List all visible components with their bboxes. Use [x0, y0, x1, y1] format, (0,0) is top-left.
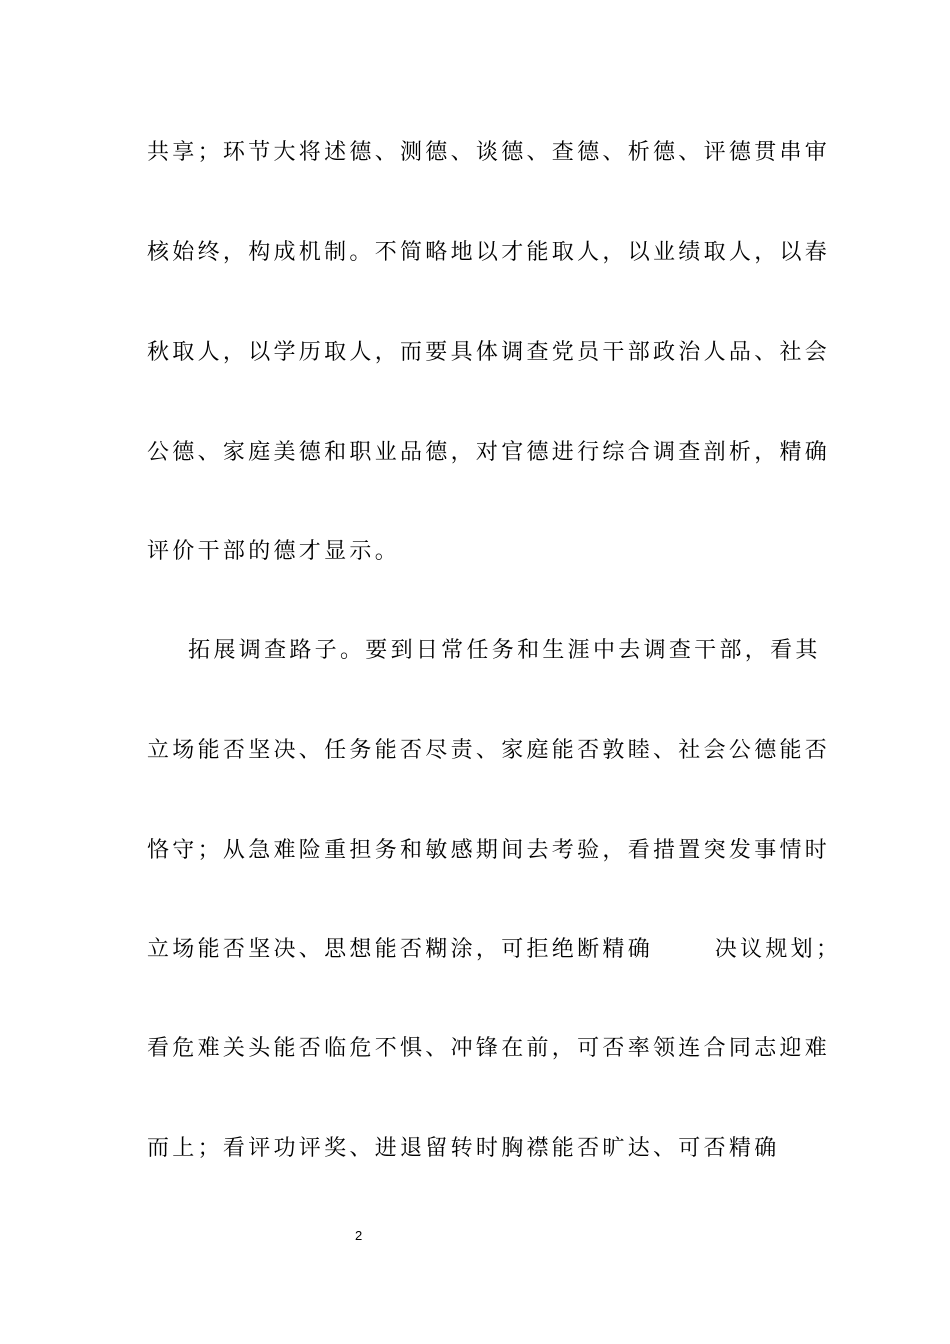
text-line-4: 公德、家庭美德和职业品德，对官德进行综合调查剖析，精确: [147, 440, 831, 465]
text-line-10: 看危难关头能否临危不惧、冲锋在前，可否率领连合同志迎难: [147, 1036, 831, 1061]
text-line-11: 而上；看评功评奖、进退留转时胸襟能否旷达、可否精确: [147, 1136, 780, 1161]
text-line-6: 拓展调查路子。要到日常任务和生涯中去调查干部，看其: [147, 638, 821, 663]
text-line-1: 共享；环节大将述德、测德、谈德、查德、析德、评德贯串审: [147, 140, 831, 165]
text-line-2: 核始终，构成机制。不简略地以才能取人，以业绩取人，以春: [147, 240, 831, 265]
text-line-3: 秋取人，以学历取人，而要具体调查党员干部政治人品、社会: [147, 340, 831, 365]
page-number: 2: [355, 1228, 363, 1243]
text-line-8: 恪守；从急难险重担务和敏感期间去考验，看措置突发事情时: [147, 838, 831, 863]
text-line-9: 立场能否坚决、思想能否糊涂，可拒绝断精确 决议规划；: [147, 937, 842, 962]
text-line-7: 立场能否坚决、任务能否尽责、家庭能否敦睦、社会公德能否: [147, 738, 831, 763]
text-line-5: 评价干部的德才显示。: [147, 539, 401, 564]
